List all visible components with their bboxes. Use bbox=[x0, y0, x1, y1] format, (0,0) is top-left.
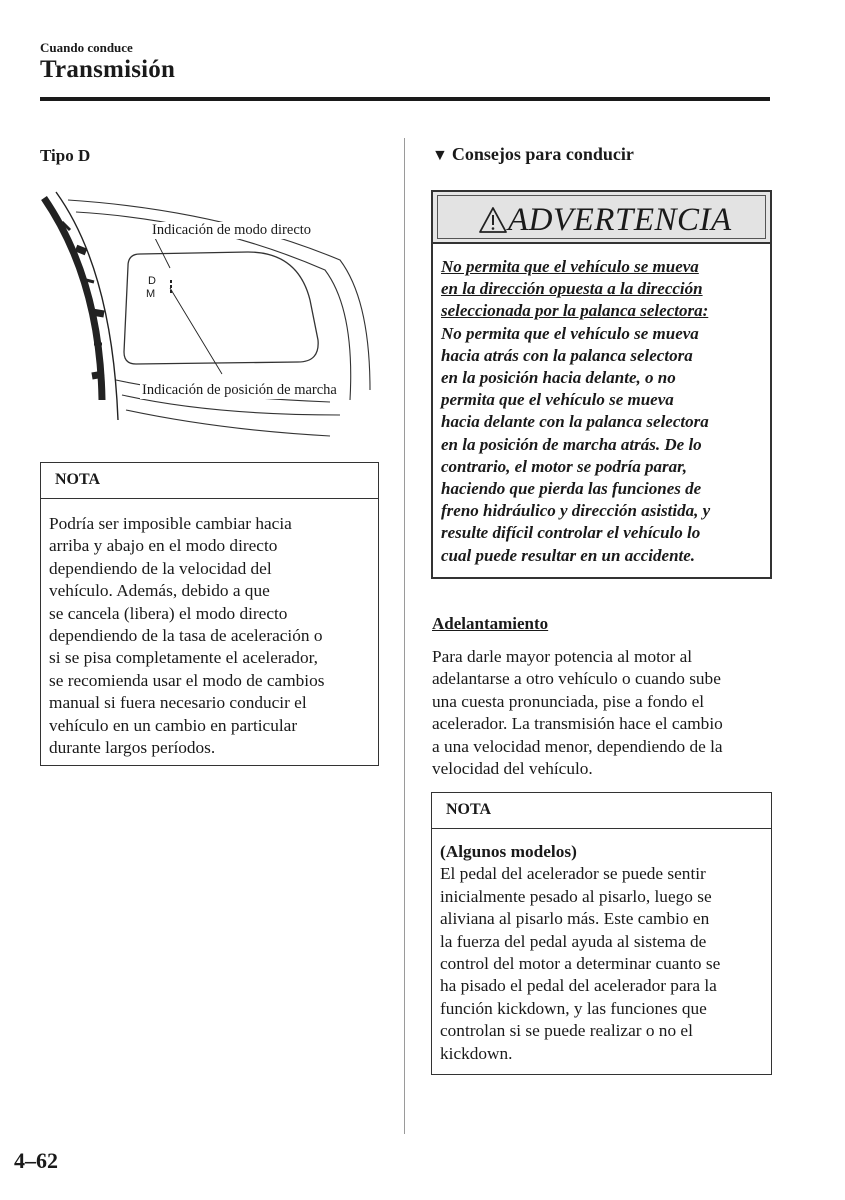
display-window bbox=[124, 252, 318, 364]
column-divider bbox=[404, 138, 405, 1134]
nota-line: dependiendo de la velocidad del bbox=[49, 558, 272, 578]
adelantamiento-body bbox=[432, 646, 770, 780]
warning-line: hacia delante con la palanca selectora bbox=[441, 412, 709, 432]
nota-line: se recomienda usar el modo de cambios bbox=[49, 670, 325, 690]
warning-line: haciendo que pierda las funciones de bbox=[441, 479, 702, 499]
warning-line: No permita que el vehículo se mueva bbox=[441, 323, 699, 343]
adelantamiento-line: una cuesta pronunciada, pise a fondo el bbox=[432, 691, 705, 711]
warning-line: permita que el vehículo se mueva bbox=[441, 390, 674, 410]
warning-underlined-line: seleccionada por la palanca selectora: bbox=[441, 301, 709, 321]
gauge-arc-outer bbox=[44, 198, 102, 400]
nota-line: dependiendo de la tasa de aceleración o bbox=[49, 626, 323, 646]
warning-body bbox=[441, 256, 766, 567]
page-title: Transmisión bbox=[40, 56, 176, 83]
nota-body bbox=[49, 513, 374, 759]
nota2-line: control del motor a determinar cuanto se bbox=[440, 954, 721, 974]
nota2-line: aliviana al pisarlo más. Este cambio en bbox=[440, 909, 710, 929]
warning-line: contrario, el motor se podría parar, bbox=[441, 456, 688, 476]
nota-line: durante largos períodos. bbox=[49, 738, 216, 758]
gear-d-indicator: D bbox=[148, 275, 156, 287]
nota-line: vehículo en un cambio en particular bbox=[49, 715, 298, 735]
consejos-heading bbox=[432, 144, 634, 165]
nota2-line: kickdown. bbox=[440, 1043, 513, 1063]
warning-line: hacia atrás con la palanca selectora bbox=[441, 345, 693, 365]
header-rule bbox=[40, 97, 770, 101]
adelantamiento-line: acelerador. La transmisión hace el cambio bbox=[432, 714, 723, 734]
nota2-line: El pedal del acelerador se puede sentir bbox=[440, 864, 706, 884]
warning-line: en la posición hacia delante, o no bbox=[441, 368, 676, 388]
nota-title: NOTA bbox=[41, 463, 378, 499]
callout-gear-position: Indicación de posición de marcha bbox=[142, 382, 337, 398]
warning-header bbox=[433, 192, 770, 244]
warning-underlined-line: en la dirección opuesta a la dirección bbox=[441, 279, 703, 299]
nota2-line: controlan si se puede realizar o no el bbox=[440, 1021, 693, 1041]
triangle-down-icon: ▼ bbox=[432, 147, 448, 164]
consejos-title: Consejos para conducir bbox=[451, 144, 634, 164]
adelantamiento-line: adelantarse a otro vehículo o cuando sube bbox=[432, 669, 721, 689]
warning-line: freno hidráulico y dirección asistida, y bbox=[441, 501, 711, 521]
nota2-line: función kickdown, y las funciones que bbox=[440, 998, 707, 1018]
gear-m-indicator: M bbox=[146, 288, 156, 300]
adelantamiento-heading: Adelantamiento bbox=[432, 614, 549, 633]
adelantamiento-line: a una velocidad menor, dependiendo de la bbox=[432, 736, 723, 756]
tipo-label: Tipo D bbox=[40, 146, 91, 165]
nota-line: arriba y abajo en el modo directo bbox=[49, 536, 278, 556]
page-number: 4–62 bbox=[14, 1148, 58, 1173]
nota-box bbox=[40, 462, 379, 766]
adelantamiento-line: velocidad del vehículo. bbox=[432, 759, 593, 779]
callout-direct-mode: Indicación de modo directo bbox=[152, 222, 312, 238]
nota-line: vehículo. Además, debido a que bbox=[49, 581, 270, 601]
nota2-title: NOTA bbox=[432, 793, 771, 829]
nota2-line: la fuerza del pedal ayuda al sistema de bbox=[440, 931, 707, 951]
section-kicker: Cuando conduce bbox=[40, 40, 133, 55]
nota-line: si se pisa completamente el acelerador, bbox=[49, 648, 318, 668]
nota2-line: ha pisado el pedal del acelerador para la bbox=[440, 976, 717, 996]
warning-underlined-line: No permita que el vehículo se mueva bbox=[441, 257, 699, 276]
nota2-line: inicialmente pesado al pisarlo, luego se bbox=[440, 886, 712, 906]
warning-title: ADVERTENCIA bbox=[508, 202, 732, 238]
warning-box bbox=[431, 190, 772, 579]
nota-line: se cancela (libera) el modo directo bbox=[49, 603, 288, 623]
nota-line: Podría ser imposible cambiar hacia bbox=[49, 514, 292, 533]
nota2-box bbox=[431, 792, 772, 1075]
warning-triangle-icon bbox=[478, 206, 508, 234]
nota2-body bbox=[440, 841, 768, 1065]
warning-line: en la posición de marcha atrás. De lo bbox=[441, 434, 702, 454]
nota2-subtitle: (Algunos modelos) bbox=[440, 842, 577, 861]
adelantamiento-line: Para darle mayor potencia al motor al bbox=[432, 647, 693, 666]
instrument-cluster-figure bbox=[40, 190, 380, 450]
nota-line: manual si fuera necesario conducir el bbox=[49, 693, 307, 713]
warning-line: resulte difícil controlar el vehículo lo bbox=[441, 523, 701, 543]
warning-line: cual puede resultar en un accidente. bbox=[441, 545, 696, 565]
